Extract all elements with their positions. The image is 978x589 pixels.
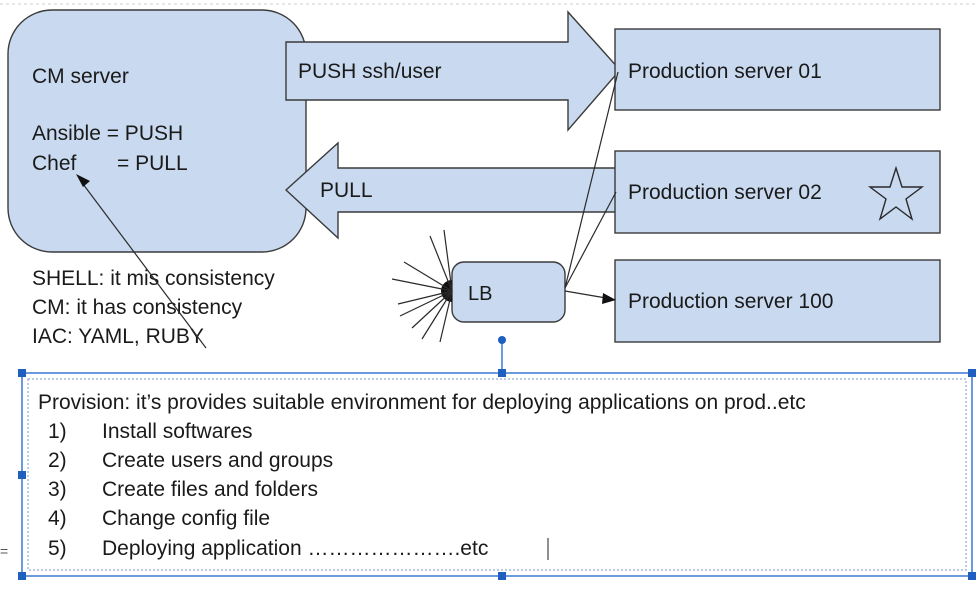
resize-handle-bottom-mid[interactable] — [498, 572, 506, 580]
production-server-100-label: Production server 100 — [628, 290, 834, 313]
resize-handle-top-right[interactable] — [968, 369, 976, 377]
side-menu-icon[interactable]: = — [0, 543, 9, 559]
provision-item-3-text: Create files and folders — [102, 478, 318, 501]
cm-ansible-line: Ansible = PUSH — [32, 122, 184, 145]
provision-item-3-num: 3) — [48, 478, 67, 501]
arrowhead-icon — [602, 293, 616, 304]
pull-arrow-label: PULL — [320, 179, 373, 202]
cm-chef-tool: Chef — [32, 152, 77, 175]
note-shell: SHELL: it mis consistency — [32, 267, 275, 290]
cm-server-title: CM server — [32, 65, 129, 88]
production-server-01-label: Production server 01 — [628, 60, 822, 83]
provision-item-4-num: 4) — [48, 507, 67, 530]
provision-item-2-text: Create users and groups — [102, 449, 334, 472]
provision-item-5-text: Deploying application ………………….etc — [102, 537, 489, 560]
provision-item-4-text: Change config file — [102, 507, 271, 530]
cm-chef-value: = PULL — [117, 152, 188, 175]
provision-item-1-num: 1) — [48, 420, 67, 443]
resize-handle-bottom-left[interactable] — [18, 572, 26, 580]
provision-heading: Provision: it’s provides suitable environment for deploying applications on prod..etc — [38, 391, 806, 414]
provision-item-5-num: 5) — [48, 537, 67, 560]
note-cm: CM: it has consistency — [32, 296, 243, 319]
rotate-handle[interactable] — [498, 336, 506, 344]
provision-item-1-text: Install softwares — [102, 420, 253, 443]
push-arrow-label: PUSH ssh/user — [298, 60, 442, 83]
load-balancer-label: LB — [468, 283, 493, 305]
resize-handle-mid-left[interactable] — [18, 471, 26, 479]
lb-to-server-100-line — [565, 291, 606, 298]
production-server-02-label: Production server 02 — [628, 181, 822, 204]
resize-handle-bottom-right[interactable] — [968, 572, 976, 580]
lb-request-burst — [392, 230, 452, 342]
note-iac: IAC: YAML, RUBY — [32, 325, 204, 348]
provision-item-2-num: 2) — [48, 449, 67, 472]
resize-handle-top-mid[interactable] — [498, 369, 506, 377]
resize-handle-top-left[interactable] — [18, 369, 26, 377]
